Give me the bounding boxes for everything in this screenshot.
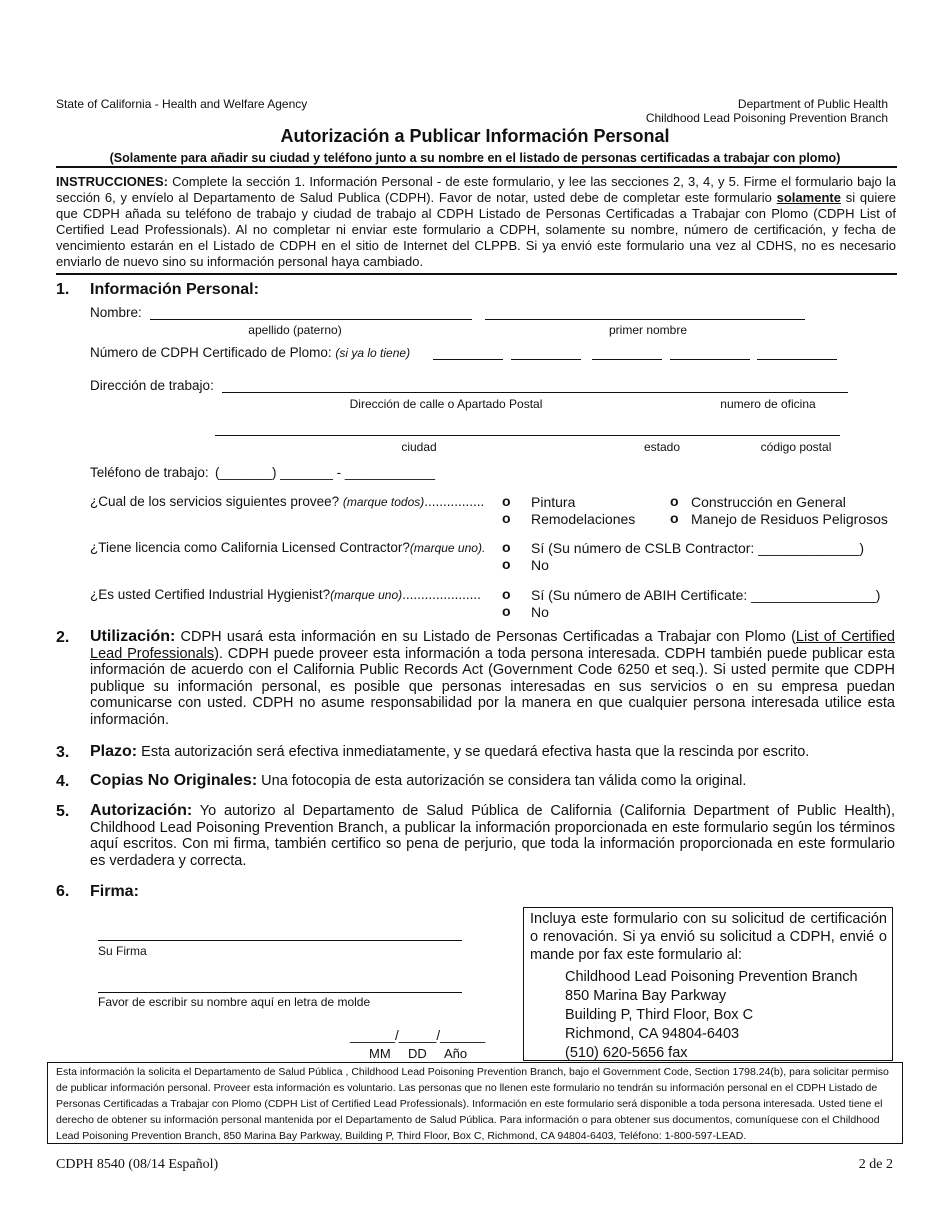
section-2-body: CDPH usará esta información en su Listado de Personas Certificadas a Trabajar con Plomo (	[175, 629, 796, 645]
leader-dots: .....................	[402, 587, 481, 602]
hygienist-hint: (marque uno)	[330, 588, 403, 602]
form-subtitle: (Solamente para añadir su ciudad y teléfono junto a su nombre en el listado de personas certificadas a trabajar con plomo)	[109, 151, 841, 165]
services-hint: (marque todos)	[342, 495, 425, 509]
section-3-body: Esta autorización será efectiva inmediatamente, y se quedará efectiva hasta que la rescinda por escrito.	[137, 744, 810, 760]
hygienist-question	[90, 587, 481, 603]
section-2-body-2: ). CDPH puede proveer esta información a toda persona interesada. CDPH también puede publicar esta información de acuerdo con el California Public Records Act (Government Code 6250 et seq.). Si usted permite que CDPH publique su información personal, es posible que personas interesadas en sus servicios o en su empresa puedan comunicarse con usted. CDPH no asume responsabilidad por la manera en que cualquier persona interesada utilice esta información.	[90, 645, 895, 728]
section-5-text	[90, 803, 895, 869]
hygienist-no-label: No	[531, 604, 549, 620]
firstname-caption: primer nombre	[608, 323, 688, 337]
date-dd-caption: DD	[408, 1046, 427, 1061]
section-2-heading: Utilización:	[90, 628, 176, 645]
agency-name: State of California - Health and Welfare Agency	[56, 97, 308, 111]
radio-contractor-yes[interactable]: o	[502, 539, 511, 555]
divider	[56, 166, 897, 168]
section-2-number: 2.	[56, 629, 70, 646]
cert-field-4[interactable]	[670, 359, 750, 360]
contractor-hint: (marque uno).	[409, 541, 486, 555]
cert-hint: (si ya lo tiene)	[335, 346, 411, 360]
printed-name-caption: Favor de escribir su nombre aquí en letra de molde	[98, 995, 371, 1009]
section-5-body: Yo autorizo al Departamento de Salud Pública de California (California Department of Public Health), Childhood Lead Poisoning Prevention Branch, a publicar la información proporcionada en este formulario según los términos aquí escritos. Con mi firma, también certifico so pena de perjurio, que toda la información proporcionada en este formulario es verdadera y correcta.	[90, 803, 895, 869]
services-question-text: ¿Cual de los servicios siguientes provee?	[90, 494, 340, 509]
section-5-number: 5.	[56, 803, 70, 820]
radio-contractor-no[interactable]: o	[502, 556, 511, 572]
section-1-heading: Información Personal:	[90, 281, 259, 298]
checkbox-remodelaciones[interactable]: o	[502, 510, 511, 526]
divider	[56, 273, 897, 275]
date-field[interactable]: ______/_____/______	[350, 1028, 486, 1043]
city-caption: ciudad	[401, 440, 437, 454]
option-construccion: Construcción en General	[691, 494, 846, 510]
instructions-text: Complete la sección 1. Información Personal - de este formulario, y lee las secciones 2, 3, 4, y 5. Firme el formulario bajo la sección 6, y envíelo al Departamento de Salud Publica (CDPH). Favor de notar, usted debe de completar este formulario	[56, 174, 896, 205]
department-name: Department of Public Health	[737, 97, 888, 111]
section-3-text	[90, 744, 895, 761]
phone-label: Teléfono de trabajo:	[90, 465, 209, 480]
option-residuos: Manejo de Residuos Peligrosos	[691, 511, 888, 527]
signature-caption: Su Firma	[98, 944, 147, 958]
office-caption: numero de oficina	[720, 397, 816, 411]
section-4-heading: Copias No Originales:	[90, 772, 258, 789]
city-state-zip-field[interactable]	[215, 435, 840, 436]
mailing-fax: (510) 620-5656 fax	[565, 1045, 688, 1061]
section-2-text	[90, 629, 895, 728]
cert-field-5[interactable]	[757, 359, 837, 360]
option-remodelaciones: Remodelaciones	[531, 511, 636, 527]
cert-number-label	[90, 345, 410, 361]
street-caption: Dirección de calle o Apartado Postal	[349, 397, 543, 411]
name-label: Nombre:	[90, 305, 142, 320]
section-4-body: Una fotocopia de esta autorización se considera tan válida como la original.	[257, 773, 747, 789]
street-address-field[interactable]	[222, 392, 848, 393]
address-label: Dirección de trabajo:	[90, 378, 214, 393]
mailing-address-line-3: Building P, Third Floor, Box C	[565, 1007, 754, 1023]
list-link[interactable]: List of Certified Lead Professionals	[90, 629, 895, 662]
section-3-heading: Plazo:	[90, 743, 138, 760]
section-3-number: 3.	[56, 744, 70, 761]
hygienist-yes-label: Sí (Su número de ABIH Certificate: ________________)	[531, 587, 881, 603]
cert-field-3[interactable]	[592, 359, 662, 360]
section-4-text	[90, 773, 895, 790]
leader-dots: ................	[424, 494, 485, 509]
form-title: Autorización a Publicar Información Personal	[280, 126, 670, 146]
services-question	[90, 494, 484, 510]
section-4-number: 4.	[56, 773, 70, 790]
checkbox-residuos[interactable]: o	[670, 510, 679, 526]
contractor-question	[90, 540, 485, 556]
option-pintura: Pintura	[531, 494, 576, 510]
checkbox-pintura[interactable]: o	[502, 493, 511, 509]
mailing-address-line-1: Childhood Lead Poisoning Prevention Branch	[565, 969, 858, 985]
radio-hygienist-no[interactable]: o	[502, 603, 511, 619]
cert-label-text: Número de CDPH Certificado de Plomo:	[90, 345, 332, 360]
contractor-question-text: ¿Tiene licencia como California Licensed Contractor?	[90, 540, 410, 555]
section-5-heading: Autorización:	[90, 802, 193, 819]
printed-name-field[interactable]	[98, 992, 462, 993]
hygienist-question-text: ¿Es usted Certified Industrial Hygienist?	[90, 587, 331, 602]
date-year-caption: Año	[444, 1046, 468, 1061]
lastname-caption: apellido (paterno)	[248, 323, 342, 337]
phone-field[interactable]: (_______) _______ - ____________	[215, 465, 435, 480]
cert-field-1[interactable]	[433, 359, 503, 360]
mailing-address-line-2: 850 Marina Bay Parkway	[565, 988, 727, 1004]
section-1-number: 1.	[56, 281, 70, 298]
instructions	[56, 174, 896, 270]
section-6-heading: Firma:	[90, 883, 139, 900]
section-6-number: 6.	[56, 883, 70, 900]
zip-caption: código postal	[760, 440, 832, 454]
instructions-text-2: si quiere que CDPH añada su teléfono de trabajo y ciudad de trabajo al CDPH Listado de Personas Certificadas a Trabajar con Plomo (CDPH List of Certified Lead Professionals). Al no completar ni enviar este formulario a CDPH, solamente su nombre, número de certificación, y fecha de vencimiento estarán en el Listado de CDPH en el sitio de Internet del CLPPB. Si ya envió este formulario una vez al CDHS, no es necesario enviarlo de nuevo sino su información personal haya cambiado.	[56, 190, 897, 269]
page-number: 2 de 2	[858, 1157, 893, 1172]
contractor-no-label: No	[531, 557, 549, 573]
date-mm-caption: MM	[369, 1046, 391, 1061]
branch-name: Childhood Lead Poisoning Prevention Branch	[645, 111, 888, 125]
form-id: CDPH 8540 (08/14 Español)	[56, 1157, 219, 1172]
state-caption: estado	[643, 440, 681, 454]
instructions-lead: INSTRUCCIONES:	[56, 174, 168, 189]
checkbox-construccion[interactable]: o	[670, 493, 679, 509]
mailing-address-line-4: Richmond, CA 94804-6403	[565, 1026, 740, 1042]
instructions-emphasis: solamente	[776, 190, 841, 205]
lastname-field[interactable]	[150, 319, 472, 320]
firstname-field[interactable]	[485, 319, 805, 320]
privacy-notice: Esta información la solicita el Departamento de Salud Pública , Childhood Lead Poisoning Prevention Branch, bajo el Government Code, Section 1798.24(b), para solicitar permiso de publicar información personal. Proveer esta información es voluntario. Las personas que no llenen este formulario no tendrán su información personal en el CDPH Listado de Personas Certificadas a Trabajar con Plomo (CDPH List of Certified Lead Professionals). Información en este formulario será disponible a toda persona interesada. Usted tiene el derecho de obtener su información personal mantenida por el Departamento de Salud Pública. Para información o para obtener sus documentos, comuníquese con el Childhood Lead Poisoning Prevention Branch, 850 Marina Bay Parkway, Building P, Third Floor, Box C, Richmond, CA 94804-6403, Teléfono: 1-800-597-LEAD.	[56, 1066, 889, 1142]
contractor-yes-label: Sí (Su número de CSLB Contractor: _____________)	[531, 540, 865, 556]
mailing-instructions: Incluya este formulario con su solicitud de certificación o renovación. Si ya envió su solicitud a CDPH, envié o mande por fax este formulario al:	[530, 911, 887, 963]
signature-field[interactable]	[98, 940, 462, 941]
cert-field-2[interactable]	[511, 359, 581, 360]
radio-hygienist-yes[interactable]: o	[502, 586, 511, 602]
